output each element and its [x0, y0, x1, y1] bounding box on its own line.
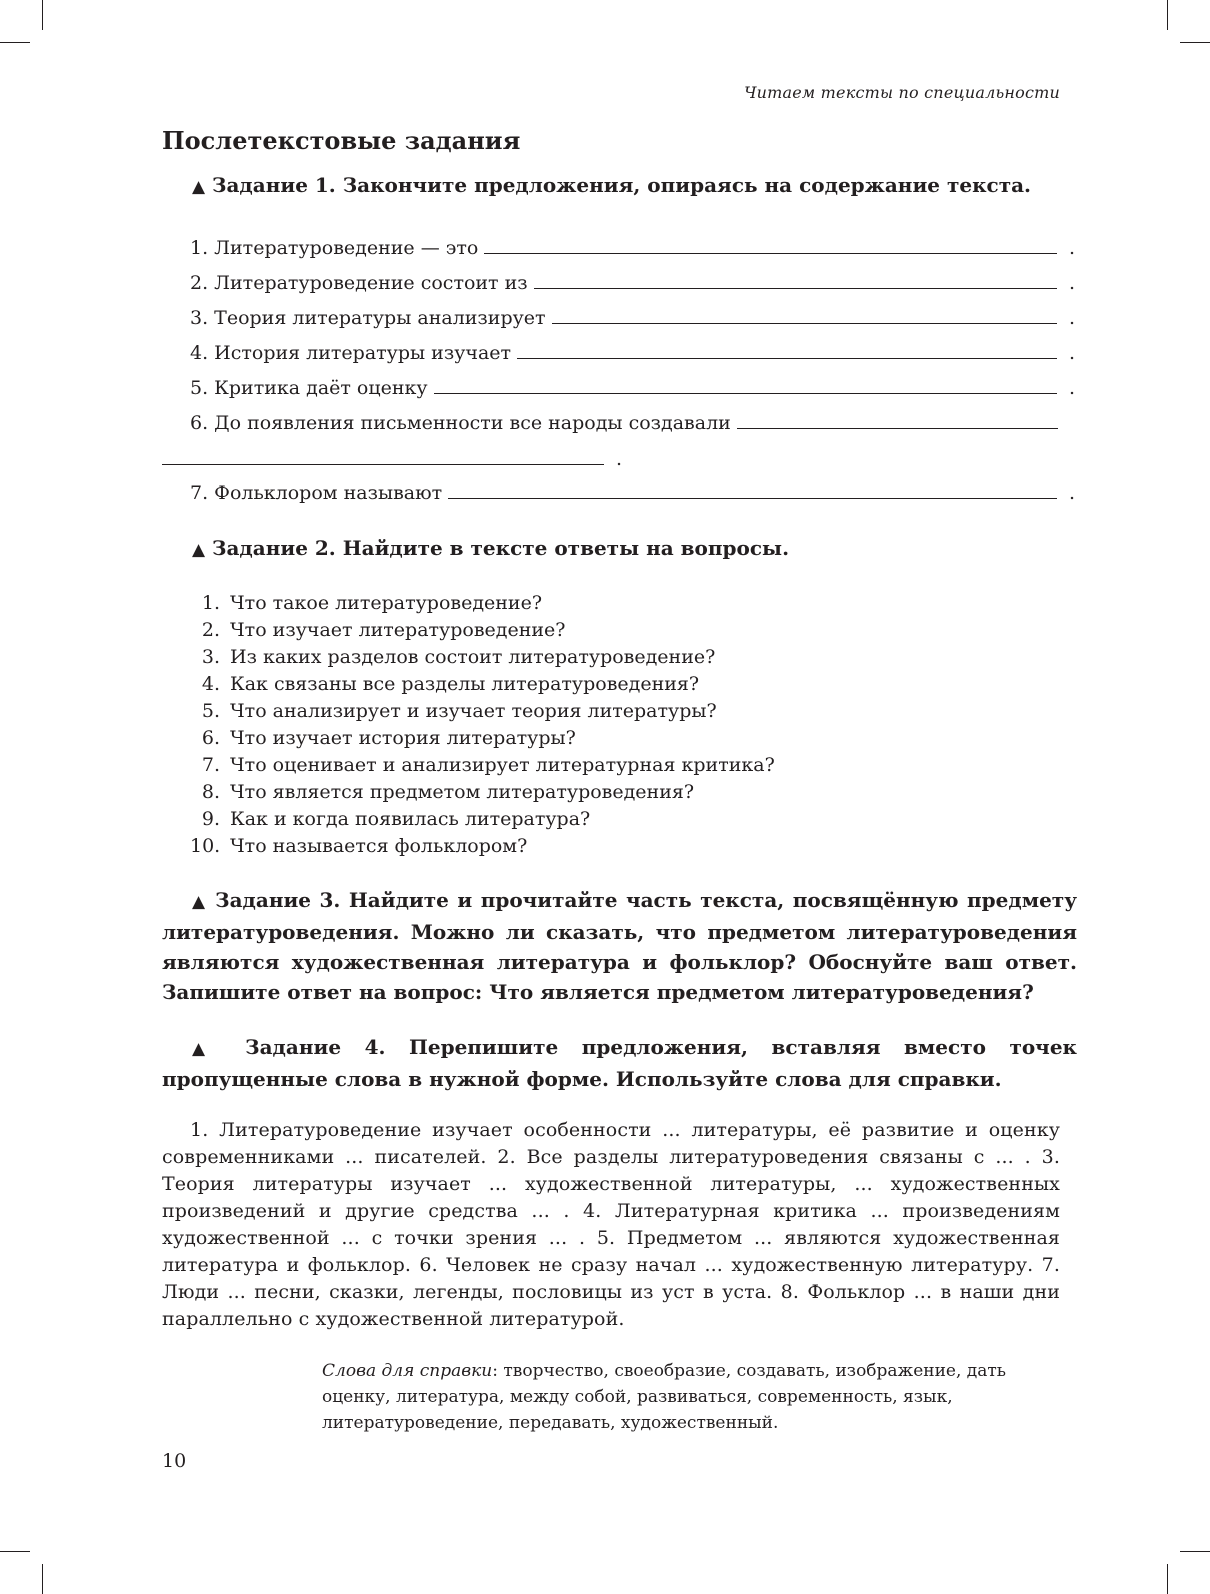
fill-line-1[interactable] — [190, 233, 1075, 259]
list-item: 1. Что такое литературоведение? — [201, 592, 543, 614]
list-item: 8. Что является предметом литературоведения? — [201, 781, 695, 803]
list-item: 10. Что называется фольклором? — [190, 835, 528, 857]
task2-heading — [162, 533, 1077, 565]
task2-heading-text: Задание 2. Найдите в тексте ответы на вопросы. — [212, 536, 790, 560]
answer-blank[interactable] — [448, 498, 1057, 499]
list-item: 7. Что оценивает и анализирует литературная критика? — [201, 754, 775, 776]
task3-heading-text: Задание 3. Найдите и прочитайте часть текста, посвящённую предмету литературоведения. Можно ли сказать, что предметом литературоведения являются художественная литература и фольклор? Обоснуйте ваш ответ. Запишите ответ на вопрос: Что является предметом литературоведения? — [162, 888, 1078, 1004]
page-number: 10 — [162, 1450, 187, 1472]
task4-paragraph: 1. Литературоведение изучает особенности ... литературы, её развитие и оценку современниками ... писателей. 2. Все разделы литературоведения связаны с ... . 3. Теория литературы изучает ... художественной литературы, ... художественных произведений и другие средства ... . 4. Литературная критика ... произведениям художественной ... с точки зрения ... . 5. Предметом ... являются художественная литература и фольклор. 6. Человек не сразу начал ... художественную литературу. 7. Люди ... песни, сказки, легенды, пословицы из уст в уста. 8. Фольклор ... в наши дни параллельно с художественной литературой. — [162, 1119, 1060, 1330]
fill-line-4[interactable] — [190, 338, 1075, 364]
fill-line-label: 2. Литературоведение состоит из — [190, 272, 528, 294]
fill-line-end: . — [1068, 377, 1075, 399]
crop-mark — [42, 0, 43, 30]
fill-line-2[interactable] — [190, 268, 1075, 294]
answer-blank[interactable] — [534, 288, 1057, 289]
task1-heading-text: Задание 1. Закончите предложения, опираясь на содержание текста. — [212, 173, 1032, 197]
task1-heading — [162, 170, 1077, 202]
reference-words — [322, 1358, 1067, 1436]
fill-line-3[interactable] — [190, 303, 1075, 329]
fill-line-label: 6. До появления письменности все народы создавали — [190, 412, 731, 434]
crop-mark — [0, 42, 30, 43]
answer-blank[interactable] — [552, 323, 1057, 324]
section-title: Послетекстовые задания — [162, 126, 521, 155]
fill-line-end: . — [1068, 482, 1075, 504]
fill-line-6-continued[interactable] — [162, 444, 622, 470]
fill-line-end: . — [1068, 307, 1075, 329]
answer-blank[interactable] — [517, 358, 1057, 359]
list-item: 2. Что изучает литературоведение? — [201, 619, 566, 641]
fill-line-label: 5. Критика даёт оценку — [190, 377, 428, 399]
list-item: 5. Что анализирует и изучает теория литературы? — [201, 700, 717, 722]
answer-blank[interactable] — [162, 464, 604, 465]
triangle-icon: ▲ — [192, 1039, 222, 1059]
crop-mark — [1180, 1551, 1210, 1552]
fill-line-6[interactable] — [190, 408, 1058, 434]
task4-heading-text: Задание 4. Перепишите предложения, вставляя вместо точек пропущенные слова в нужной форме. Используйте слова для справки. — [162, 1035, 1077, 1091]
reference-label: Слова для справки — [322, 1361, 493, 1381]
fill-line-label: 7. Фольклором называют — [190, 482, 443, 504]
fill-line-end: . — [1068, 237, 1075, 259]
list-item: 3. Из каких разделов состоит литературоведение? — [201, 646, 716, 668]
crop-mark — [42, 1564, 43, 1594]
running-head: Читаем тексты по специальности — [744, 83, 1060, 102]
triangle-icon: ▲ — [192, 540, 206, 560]
fill-line-label: 1. Литературоведение — это — [190, 237, 479, 259]
list-item: 9. Как и когда появилась литература? — [201, 808, 591, 830]
crop-mark — [1167, 1564, 1168, 1594]
question-list — [190, 590, 775, 860]
answer-blank[interactable] — [434, 393, 1057, 394]
fill-line-end: . — [1068, 272, 1075, 294]
answer-blank[interactable] — [737, 428, 1058, 429]
triangle-icon: ▲ — [192, 177, 206, 197]
task4-heading — [162, 1032, 1077, 1094]
fill-line-end: . — [1068, 342, 1075, 364]
list-item: 4. Как связаны все разделы литературоведения? — [201, 673, 700, 695]
fill-line-7[interactable] — [190, 478, 1075, 504]
list-item: 6. Что изучает история литературы? — [201, 727, 576, 749]
answer-blank[interactable] — [484, 253, 1057, 254]
reference-list: : творчество, своеобразие, создавать, изображение, дать оценку, литература, между собой, развиваться, современность, язык, литературоведение, передавать, художественный. — [322, 1361, 1007, 1433]
fill-line-label: 4. История литературы изучает — [190, 342, 512, 364]
crop-mark — [1180, 42, 1210, 43]
fill-line-end: . — [615, 448, 622, 470]
task3-heading — [162, 885, 1077, 1007]
fill-line-5[interactable] — [190, 373, 1075, 399]
crop-mark — [0, 1551, 30, 1552]
triangle-icon: ▲ — [192, 892, 207, 912]
crop-mark — [1167, 0, 1168, 30]
fill-line-label: 3. Теория литературы анализирует — [190, 307, 546, 329]
